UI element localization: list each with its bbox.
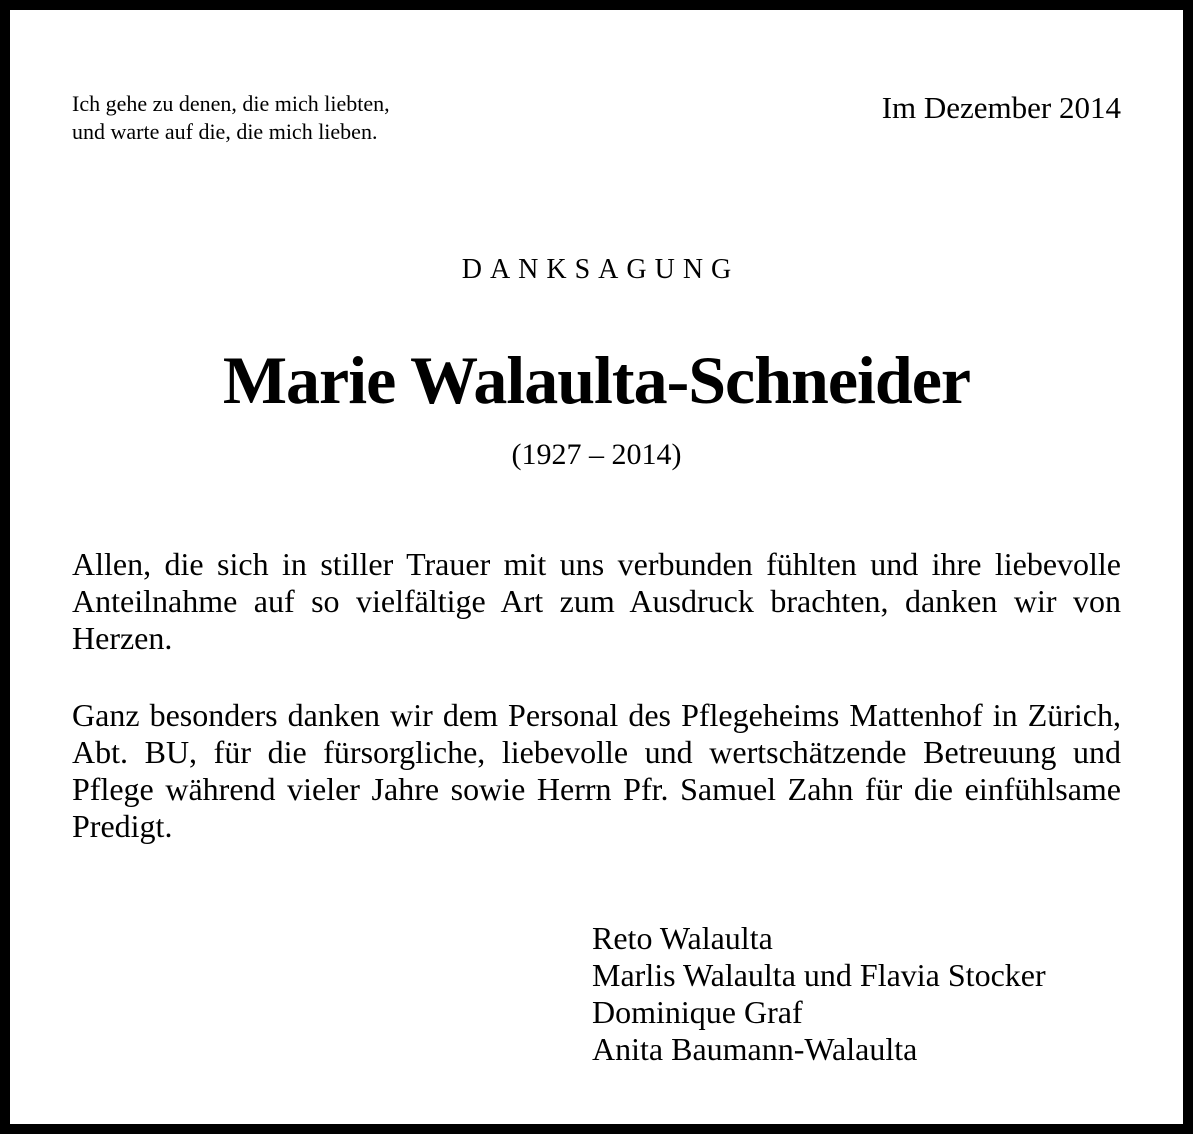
notice-date: Im Dezember 2014 <box>881 90 1121 125</box>
thanks-paragraph-1: Allen, die sich in stiller Trauer mit uns verbunden fühlten und ihre liebevolle Anteilnahme auf so vielfältige Art zum Ausdruck brachten, danken wir von Herzen. <box>72 546 1121 656</box>
signer-name: Anita Baumann-Walaulta <box>592 1031 918 1067</box>
motto-line-1: Ich gehe zu denen, die mich liebten, <box>72 91 390 116</box>
notice-heading: DANKSAGUNG <box>461 254 740 285</box>
motto-line-2: und warte auf die, die mich lieben. <box>72 119 378 144</box>
signer-name: Marlis Walaulta und Flavia Stocker <box>592 957 1046 993</box>
signer-name: Reto Walaulta <box>592 920 773 956</box>
motto-quote <box>72 90 390 146</box>
deceased-name: Marie Walaulta-Schneider <box>222 342 971 418</box>
signer-name: Dominique Graf <box>592 994 803 1030</box>
signers-list <box>592 920 1046 1068</box>
deceased-years: (1927 – 2014) <box>511 438 682 471</box>
thanks-paragraph-2: Ganz besonders danken wir dem Personal des Pflegeheims Mattenhof in Zürich, Abt. BU, für die fürsorgliche, liebevolle und wertschätzende Betreuung und Pflege während vieler Jahre sowie Herrn Pfr. Samuel Zahn für die einfühlsame Predigt. <box>72 697 1121 844</box>
